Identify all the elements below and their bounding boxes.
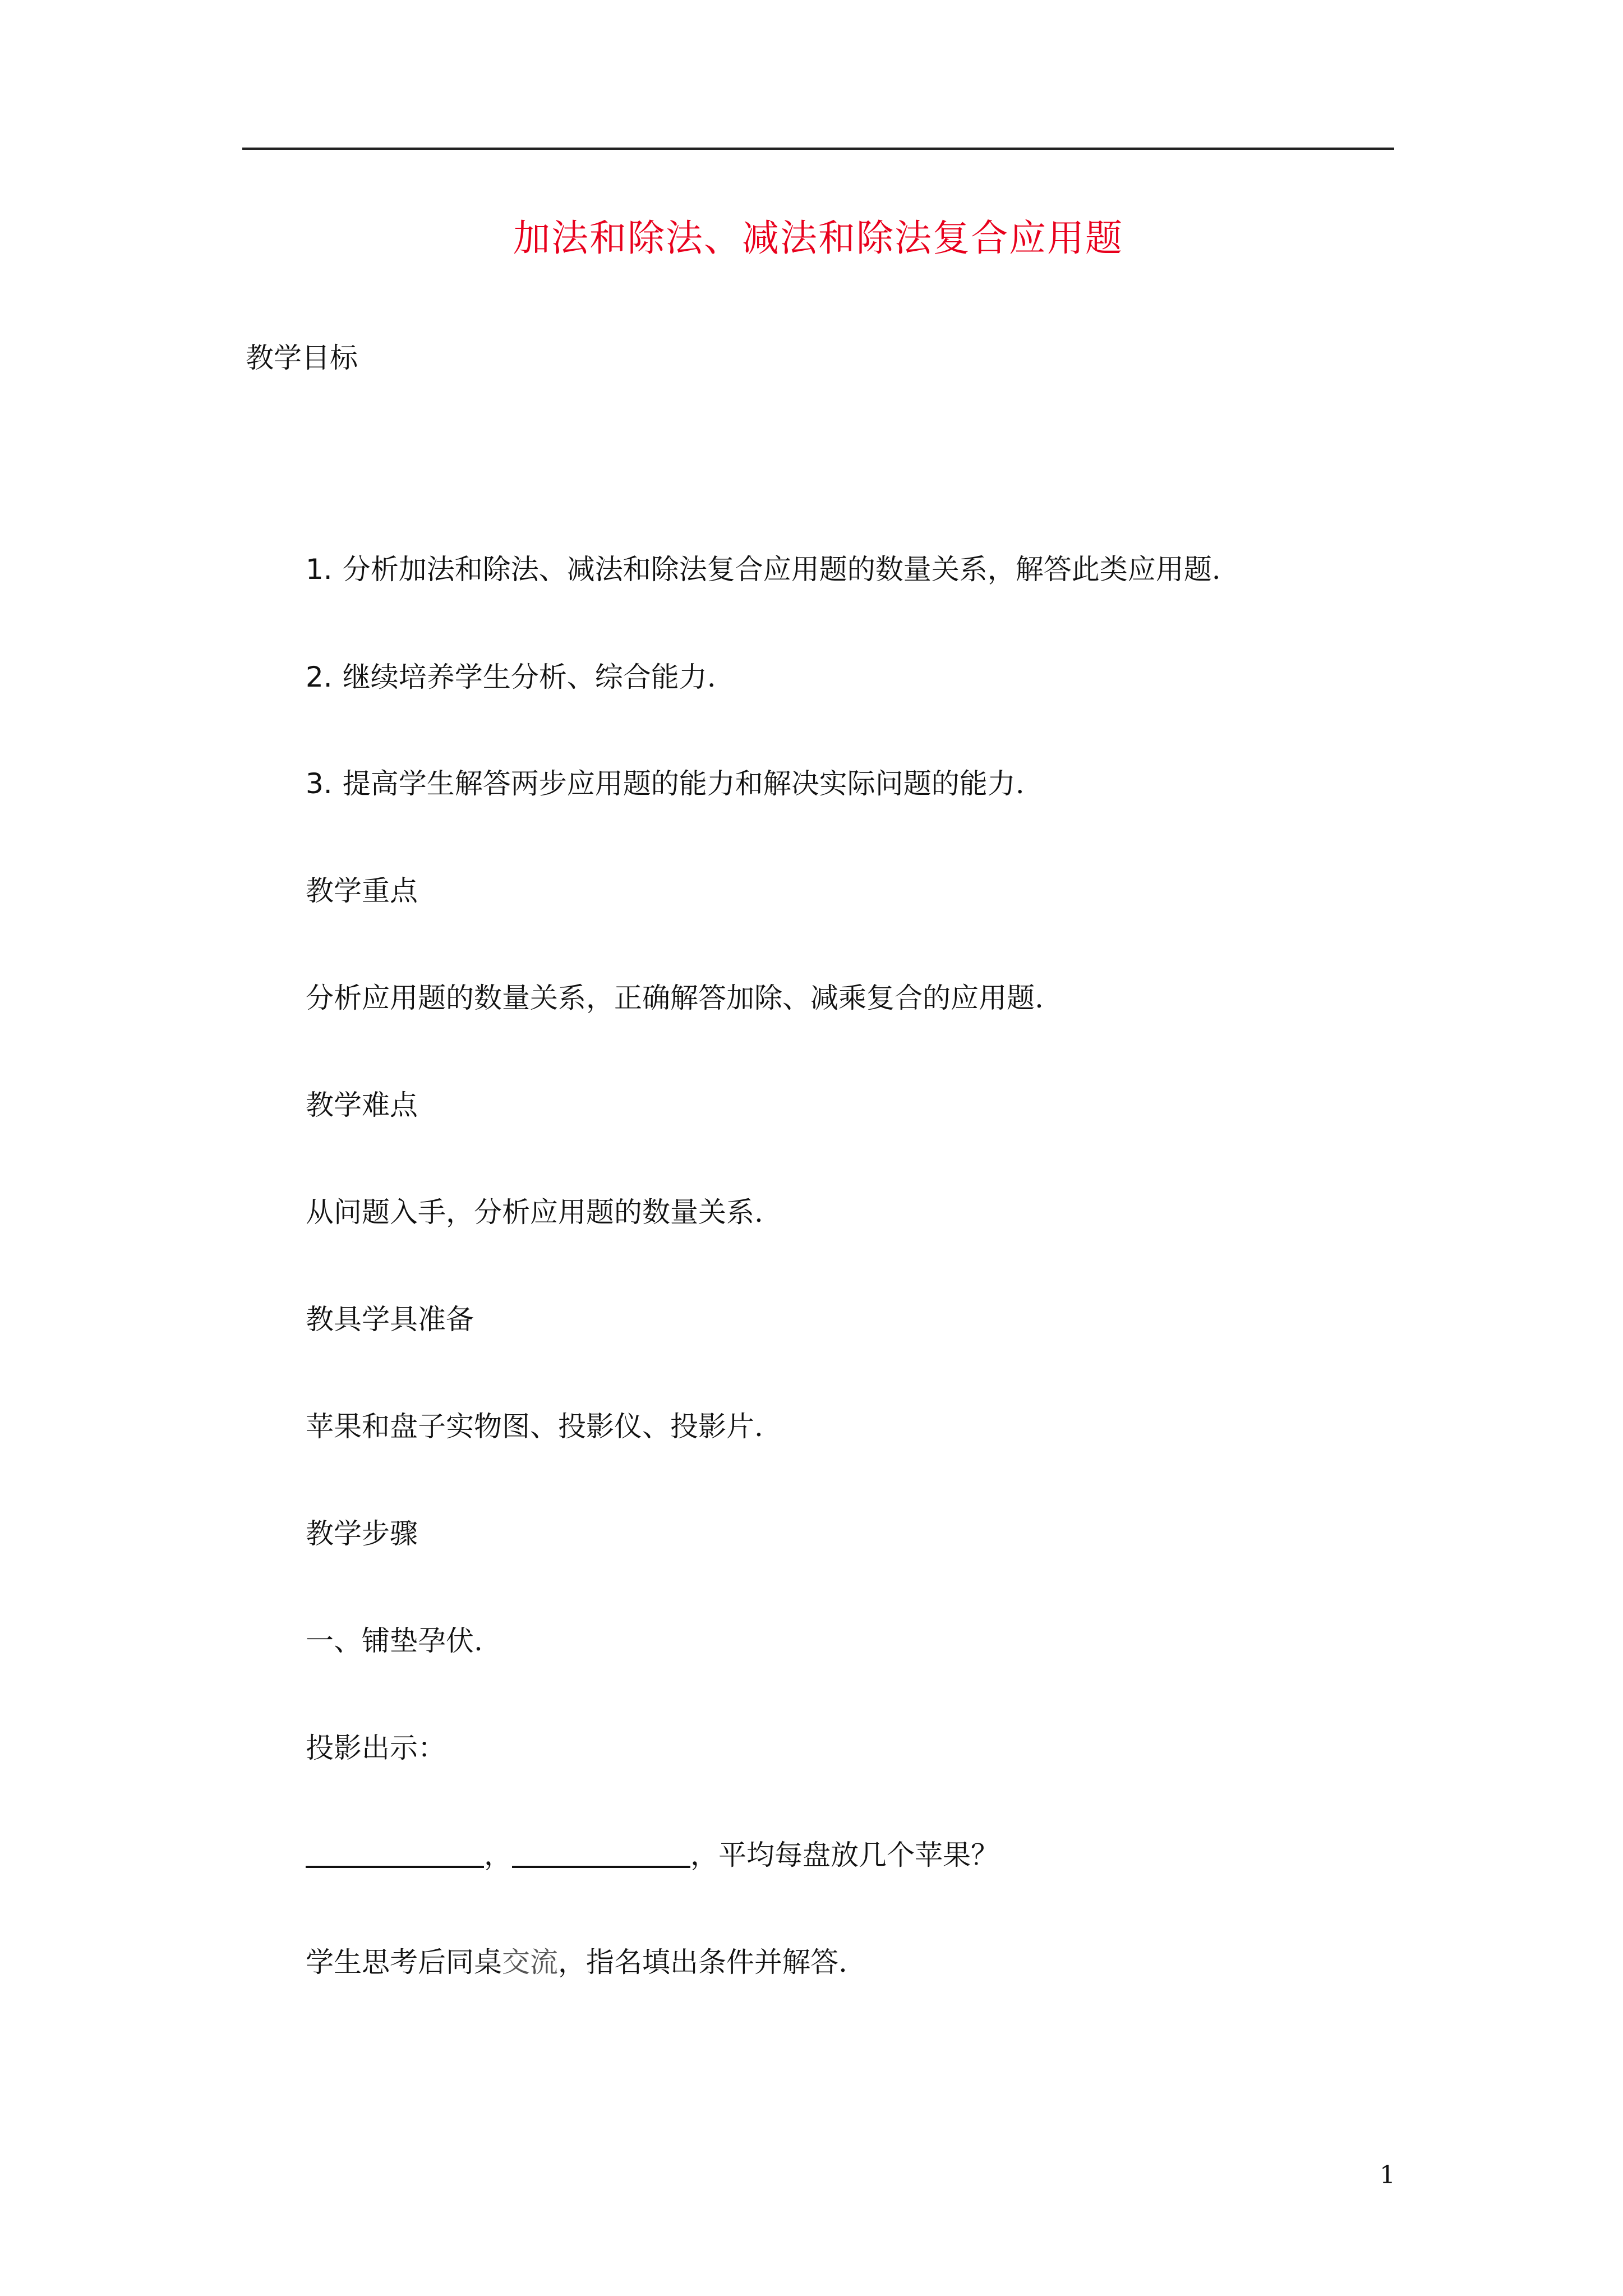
objective-number: 1.	[306, 553, 333, 586]
step-one-text: 一、铺垫孕伏.	[306, 1625, 483, 1657]
objective-text: 分析加法和除法、减法和除法复合应用题的数量关系，解答此类应用题.	[342, 553, 1221, 586]
discussion-highlight: 交流	[502, 1946, 558, 1978]
objective-text: 提高学生解答两步应用题的能力和解决实际问题的能力.	[342, 767, 1025, 800]
discussion-text	[306, 1943, 847, 1982]
key-points-heading: 教学重点	[306, 875, 418, 907]
question-text: ，平均每盘放几个苹果？	[690, 1839, 999, 1871]
materials-heading: 教具学具准备	[306, 1303, 474, 1336]
discussion-text-after: ，指名填出条件并解答.	[558, 1946, 847, 1978]
key-points-text: 分析应用题的数量关系，正确解答加除、减乘复合的应用题.	[306, 982, 1044, 1014]
page-number: 1	[1380, 2161, 1395, 2189]
blank-separator: ，	[484, 1839, 512, 1871]
question-line	[306, 1835, 999, 1875]
objective-item-1	[306, 550, 1221, 589]
materials-text: 苹果和盘子实物图、投影仪、投影片.	[306, 1410, 763, 1443]
objective-item-3	[306, 764, 1025, 803]
objectives-heading: 教学目标	[246, 342, 358, 374]
header-rule	[242, 148, 1394, 150]
projection-label: 投影出示：	[306, 1732, 446, 1764]
objective-item-2	[306, 657, 716, 697]
answer-blank-2[interactable]	[512, 1840, 690, 1868]
document-title: 加法和除法、减法和除法复合应用题	[513, 217, 1123, 260]
discussion-text-before: 学生思考后同桌	[306, 1946, 502, 1978]
answer-blank-1[interactable]	[306, 1840, 484, 1868]
objective-number: 3.	[306, 767, 333, 800]
difficulties-text: 从问题入手，分析应用题的数量关系.	[306, 1196, 763, 1228]
objective-number: 2.	[306, 661, 333, 693]
objective-text: 继续培养学生分析、综合能力.	[342, 661, 716, 693]
steps-heading: 教学步骤	[306, 1517, 418, 1550]
difficulties-heading: 教学难点	[306, 1089, 418, 1121]
